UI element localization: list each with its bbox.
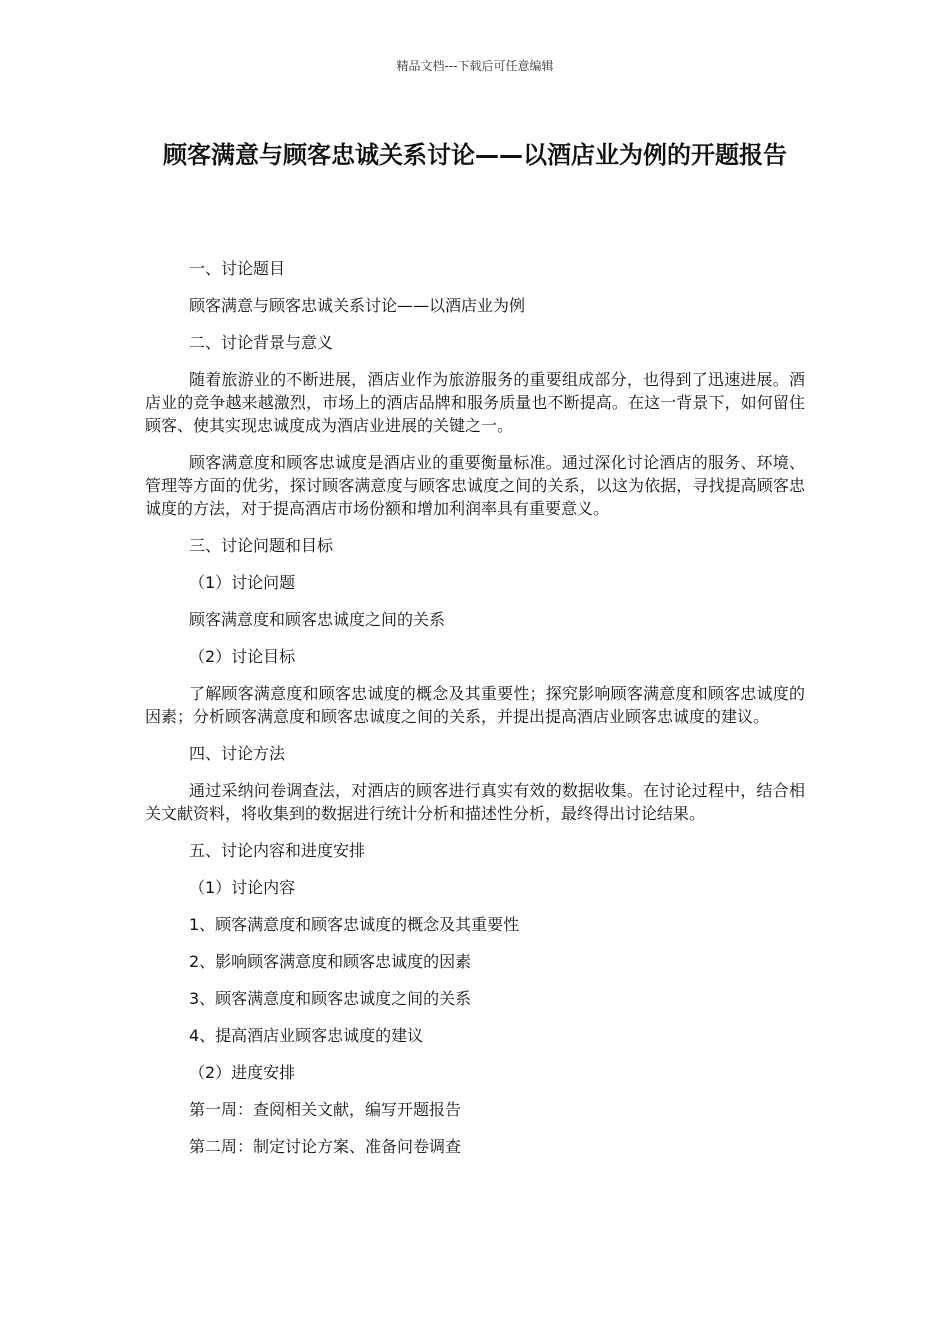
section-text: 顾客满意与顾客忠诚关系讨论——以酒店业为例: [189, 296, 526, 315]
paragraph: 通过采纳问卷调查法，对酒店的顾客进行真实有效的数据收集。在讨论过程中，结合相关文献资料，将收集到的数据进行统计分析和描述性分析，最终得出讨论结果。: [145, 781, 805, 823]
schedule-item: 第一周：查阅相关文献，编写开题报告: [189, 1100, 462, 1119]
subsection-heading: （2）讨论目标: [189, 647, 296, 666]
section-heading: 四、讨论方法: [189, 744, 286, 763]
section-heading: 三、讨论问题和目标: [189, 536, 334, 555]
subsection-heading: （1）讨论内容: [189, 878, 296, 897]
subsection-heading: （2）进度安排: [189, 1063, 296, 1082]
section-heading: 五、讨论内容和进度安排: [189, 841, 366, 860]
list-item: 3、顾客满意度和顾客忠诚度之间的关系: [189, 989, 472, 1008]
paragraph: 随着旅游业的不断进展，酒店业作为旅游服务的重要组成部分，也得到了迅速进展。酒店业的竞争越来越激烈，市场上的酒店品牌和服务质量也不断提高。在这一背景下，如何留住顾客、使其实现忠诚度成为酒店业进展的关键之一。: [145, 370, 805, 435]
paragraph: 顾客满意度和顾客忠诚度是酒店业的重要衡量标准。通过深化讨论酒店的服务、环境、管理等方面的优劣，探讨顾客满意度与顾客忠诚度之间的关系，以这为依据，寻找提高顾客忠诚度的方法，对于提高酒店市场份额和增加利润率具有重要意义。: [145, 453, 805, 518]
section-heading: 一、讨论题目: [189, 259, 286, 278]
list-item: 4、提高酒店业顾客忠诚度的建议: [189, 1026, 424, 1045]
list-item: 1、顾客满意度和顾客忠诚度的概念及其重要性: [189, 915, 520, 934]
list-item: 2、影响顾客满意度和顾客忠诚度的因素: [189, 952, 472, 971]
section-heading: 二、讨论背景与意义: [189, 333, 334, 352]
section-text: 顾客满意度和顾客忠诚度之间的关系: [189, 610, 446, 629]
paragraph: 了解顾客满意度和顾客忠诚度的概念及其重要性；探究影响顾客满意度和顾客忠诚度的因素；分析顾客满意度和顾客忠诚度之间的关系，并提出提高酒店业顾客忠诚度的建议。: [145, 684, 805, 726]
header-note: 精品文档---下载后可任意编辑: [396, 59, 554, 73]
subsection-heading: （1）讨论问题: [189, 573, 296, 592]
document-body: [145, 257, 805, 1172]
document-title: 顾客满意与顾客忠诚关系讨论——以酒店业为例的开题报告: [163, 141, 787, 169]
schedule-item: 第二周：制定讨论方案、准备问卷调查: [189, 1137, 462, 1156]
